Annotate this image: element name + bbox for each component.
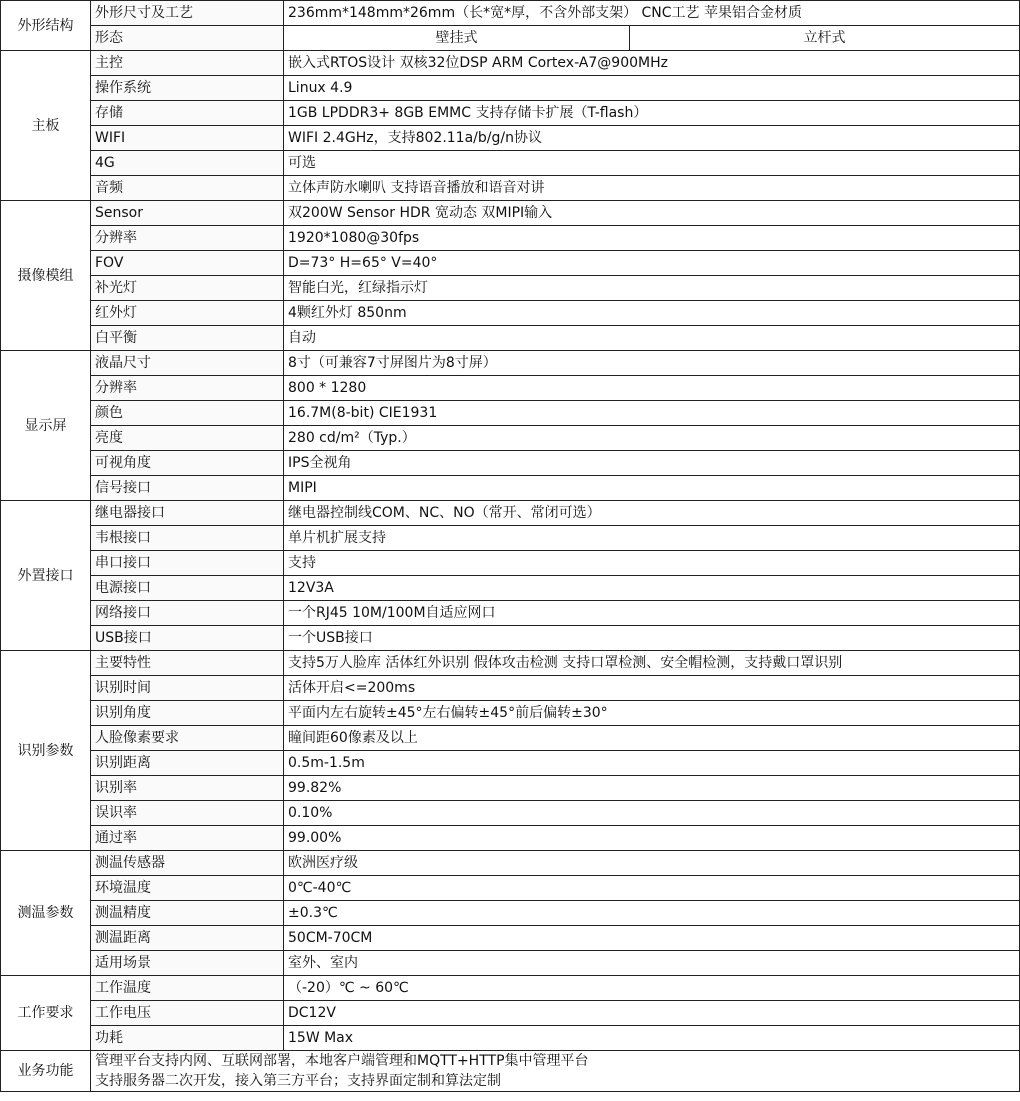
spec-value: 0.5m-1.5m xyxy=(284,751,1020,776)
spec-row xyxy=(1,426,1020,451)
spec-value: 99.82% xyxy=(284,776,1020,801)
spec-label: 电源接口 xyxy=(91,576,284,601)
spec-value: （-20）℃ ~ 60℃ xyxy=(284,976,1020,1001)
business-description xyxy=(91,1051,1020,1092)
spec-value: 室外、室内 xyxy=(284,951,1020,976)
spec-row xyxy=(1,876,1020,901)
spec-label: 分辨率 xyxy=(91,226,284,251)
spec-value: 4颗红外灯 850nm xyxy=(284,301,1020,326)
spec-value: 继电器控制线COM、NC、NO（常开、常闭可选） xyxy=(284,501,1020,526)
spec-label: 通过率 xyxy=(91,826,284,851)
spec-label: 工作电压 xyxy=(91,1001,284,1026)
category-cell: 主板 xyxy=(1,51,91,201)
spec-label: 补光灯 xyxy=(91,276,284,301)
spec-value: 支持5万人脸库 活体红外识别 假体攻击检测 支持口罩检测、安全帽检测，支持戴口罩识别 xyxy=(284,651,1020,676)
spec-label: Sensor xyxy=(91,201,284,226)
spec-row xyxy=(1,551,1020,576)
spec-value: 0.10% xyxy=(284,801,1020,826)
spec-row xyxy=(1,276,1020,301)
spec-label: 形态 xyxy=(91,26,284,51)
spec-label: 串口接口 xyxy=(91,551,284,576)
spec-label: 音频 xyxy=(91,176,284,201)
spec-row xyxy=(1,26,1020,51)
spec-label: 4G xyxy=(91,151,284,176)
spec-label: 可视角度 xyxy=(91,451,284,476)
form-option: 立杆式 xyxy=(630,26,1020,51)
spec-value: 0℃-40℃ xyxy=(284,876,1020,901)
spec-value: Linux 4.9 xyxy=(284,76,1020,101)
spec-label: 测温精度 xyxy=(91,901,284,926)
spec-value: DC12V xyxy=(284,1001,1020,1026)
form-option: 壁挂式 xyxy=(284,26,630,51)
spec-value: 支持 xyxy=(284,551,1020,576)
spec-row xyxy=(1,1026,1020,1051)
spec-label: 主要特性 xyxy=(91,651,284,676)
spec-value: 瞳间距60像素及以上 xyxy=(284,726,1020,751)
spec-row xyxy=(1,826,1020,851)
spec-row xyxy=(1,151,1020,176)
spec-row xyxy=(1,201,1020,226)
spec-value: 50CM-70CM xyxy=(284,926,1020,951)
spec-row xyxy=(1,501,1020,526)
spec-row xyxy=(1,1,1020,26)
spec-value: 8寸（可兼容7寸屏图片为8寸屏） xyxy=(284,351,1020,376)
spec-row xyxy=(1,351,1020,376)
spec-table-body xyxy=(1,1,1020,1092)
spec-row xyxy=(1,176,1020,201)
spec-label: 主控 xyxy=(91,51,284,76)
spec-row xyxy=(1,651,1020,676)
spec-label: 韦根接口 xyxy=(91,526,284,551)
spec-label: USB接口 xyxy=(91,626,284,651)
spec-label: 亮度 xyxy=(91,426,284,451)
spec-value: 欧洲医疗级 xyxy=(284,851,1020,876)
spec-label: 分辨率 xyxy=(91,376,284,401)
spec-row xyxy=(1,801,1020,826)
spec-row xyxy=(1,451,1020,476)
spec-value: 236mm*148mm*26mm（长*宽*厚，不含外部支架） CNC工艺 苹果铝合金材质 xyxy=(284,1,1020,26)
spec-row xyxy=(1,101,1020,126)
spec-value: 可选 xyxy=(284,151,1020,176)
spec-value: ±0.3℃ xyxy=(284,901,1020,926)
spec-row xyxy=(1,1001,1020,1026)
spec-row xyxy=(1,926,1020,951)
spec-value: 280 cd/m²（Typ.） xyxy=(284,426,1020,451)
spec-value: 一个USB接口 xyxy=(284,626,1020,651)
spec-row xyxy=(1,51,1020,76)
spec-value: IPS全视角 xyxy=(284,451,1020,476)
spec-label: 识别距离 xyxy=(91,751,284,776)
category-cell: 外形结构 xyxy=(1,1,91,51)
spec-value: 一个RJ45 10M/100M自适应网口 xyxy=(284,601,1020,626)
spec-row xyxy=(1,751,1020,776)
spec-row xyxy=(1,676,1020,701)
spec-value: 立体声防水喇叭 支持语音播放和语音对讲 xyxy=(284,176,1020,201)
spec-label: 适用场景 xyxy=(91,951,284,976)
spec-label: 测温距离 xyxy=(91,926,284,951)
spec-row xyxy=(1,401,1020,426)
category-cell: 业务功能 xyxy=(1,1051,91,1092)
spec-value: 智能白光，红绿指示灯 xyxy=(284,276,1020,301)
business-line: 支持服务器二次开发，接入第三方平台；支持界面定制和算法定制 xyxy=(95,1073,501,1089)
spec-row xyxy=(1,326,1020,351)
spec-value: D=73° H=65° V=40° xyxy=(284,251,1020,276)
spec-row xyxy=(1,776,1020,801)
spec-label: 识别角度 xyxy=(91,701,284,726)
spec-value: 自动 xyxy=(284,326,1020,351)
spec-label: 操作系统 xyxy=(91,76,284,101)
spec-value: WIFI 2.4GHz，支持802.11a/b/g/n协议 xyxy=(284,126,1020,151)
spec-value: 16.7M(8-bit) CIE1931 xyxy=(284,401,1020,426)
spec-label: 测温传感器 xyxy=(91,851,284,876)
spec-row xyxy=(1,576,1020,601)
spec-label: WIFI xyxy=(91,126,284,151)
spec-value: 1920*1080@30fps xyxy=(284,226,1020,251)
spec-label: 工作温度 xyxy=(91,976,284,1001)
spec-label: 信号接口 xyxy=(91,476,284,501)
category-cell: 识别参数 xyxy=(1,651,91,851)
spec-row xyxy=(1,901,1020,926)
category-cell: 显示屏 xyxy=(1,351,91,501)
spec-value: 99.00% xyxy=(284,826,1020,851)
spec-value: MIPI xyxy=(284,476,1020,501)
category-cell: 外置接口 xyxy=(1,501,91,651)
spec-value: 12V3A xyxy=(284,576,1020,601)
spec-row xyxy=(1,851,1020,876)
business-row xyxy=(1,1051,1020,1092)
spec-label: 环境温度 xyxy=(91,876,284,901)
spec-row xyxy=(1,601,1020,626)
spec-row xyxy=(1,526,1020,551)
spec-row xyxy=(1,226,1020,251)
spec-value: 嵌入式RTOS设计 双核32位DSP ARM Cortex-A7@900MHz xyxy=(284,51,1020,76)
category-cell: 工作要求 xyxy=(1,976,91,1051)
spec-label: 颜色 xyxy=(91,401,284,426)
spec-value: 800 * 1280 xyxy=(284,376,1020,401)
spec-row xyxy=(1,76,1020,101)
spec-row xyxy=(1,126,1020,151)
spec-label: 识别时间 xyxy=(91,676,284,701)
spec-label: 液晶尺寸 xyxy=(91,351,284,376)
spec-label: 误识率 xyxy=(91,801,284,826)
category-cell: 测温参数 xyxy=(1,851,91,976)
spec-row xyxy=(1,701,1020,726)
spec-label: FOV xyxy=(91,251,284,276)
spec-label: 功耗 xyxy=(91,1026,284,1051)
spec-row xyxy=(1,301,1020,326)
spec-value: 1GB LPDDR3+ 8GB EMMC 支持存储卡扩展（T-flash） xyxy=(284,101,1020,126)
spec-label: 网络接口 xyxy=(91,601,284,626)
spec-label: 人脸像素要求 xyxy=(91,726,284,751)
spec-label: 白平衡 xyxy=(91,326,284,351)
spec-row xyxy=(1,726,1020,751)
spec-label: 识别率 xyxy=(91,776,284,801)
spec-row xyxy=(1,951,1020,976)
spec-row xyxy=(1,251,1020,276)
spec-label: 外形尺寸及工艺 xyxy=(91,1,284,26)
spec-value: 双200W Sensor HDR 宽动态 双MIPI输入 xyxy=(284,201,1020,226)
spec-value: 单片机扩展支持 xyxy=(284,526,1020,551)
spec-label: 继电器接口 xyxy=(91,501,284,526)
business-line: 管理平台支持内网、互联网部署，本地客户端管理和MQTT+HTTP集中管理平台 xyxy=(95,1053,589,1069)
category-cell: 摄像模组 xyxy=(1,201,91,351)
spec-label: 存储 xyxy=(91,101,284,126)
spec-row xyxy=(1,376,1020,401)
spec-value: 活体开启<=200ms xyxy=(284,676,1020,701)
spec-row xyxy=(1,626,1020,651)
spec-value: 15W Max xyxy=(284,1026,1020,1051)
spec-row xyxy=(1,476,1020,501)
spec-label: 红外灯 xyxy=(91,301,284,326)
spec-value: 平面内左右旋转±45°左右偏转±45°前后偏转±30° xyxy=(284,701,1020,726)
spec-row xyxy=(1,976,1020,1001)
